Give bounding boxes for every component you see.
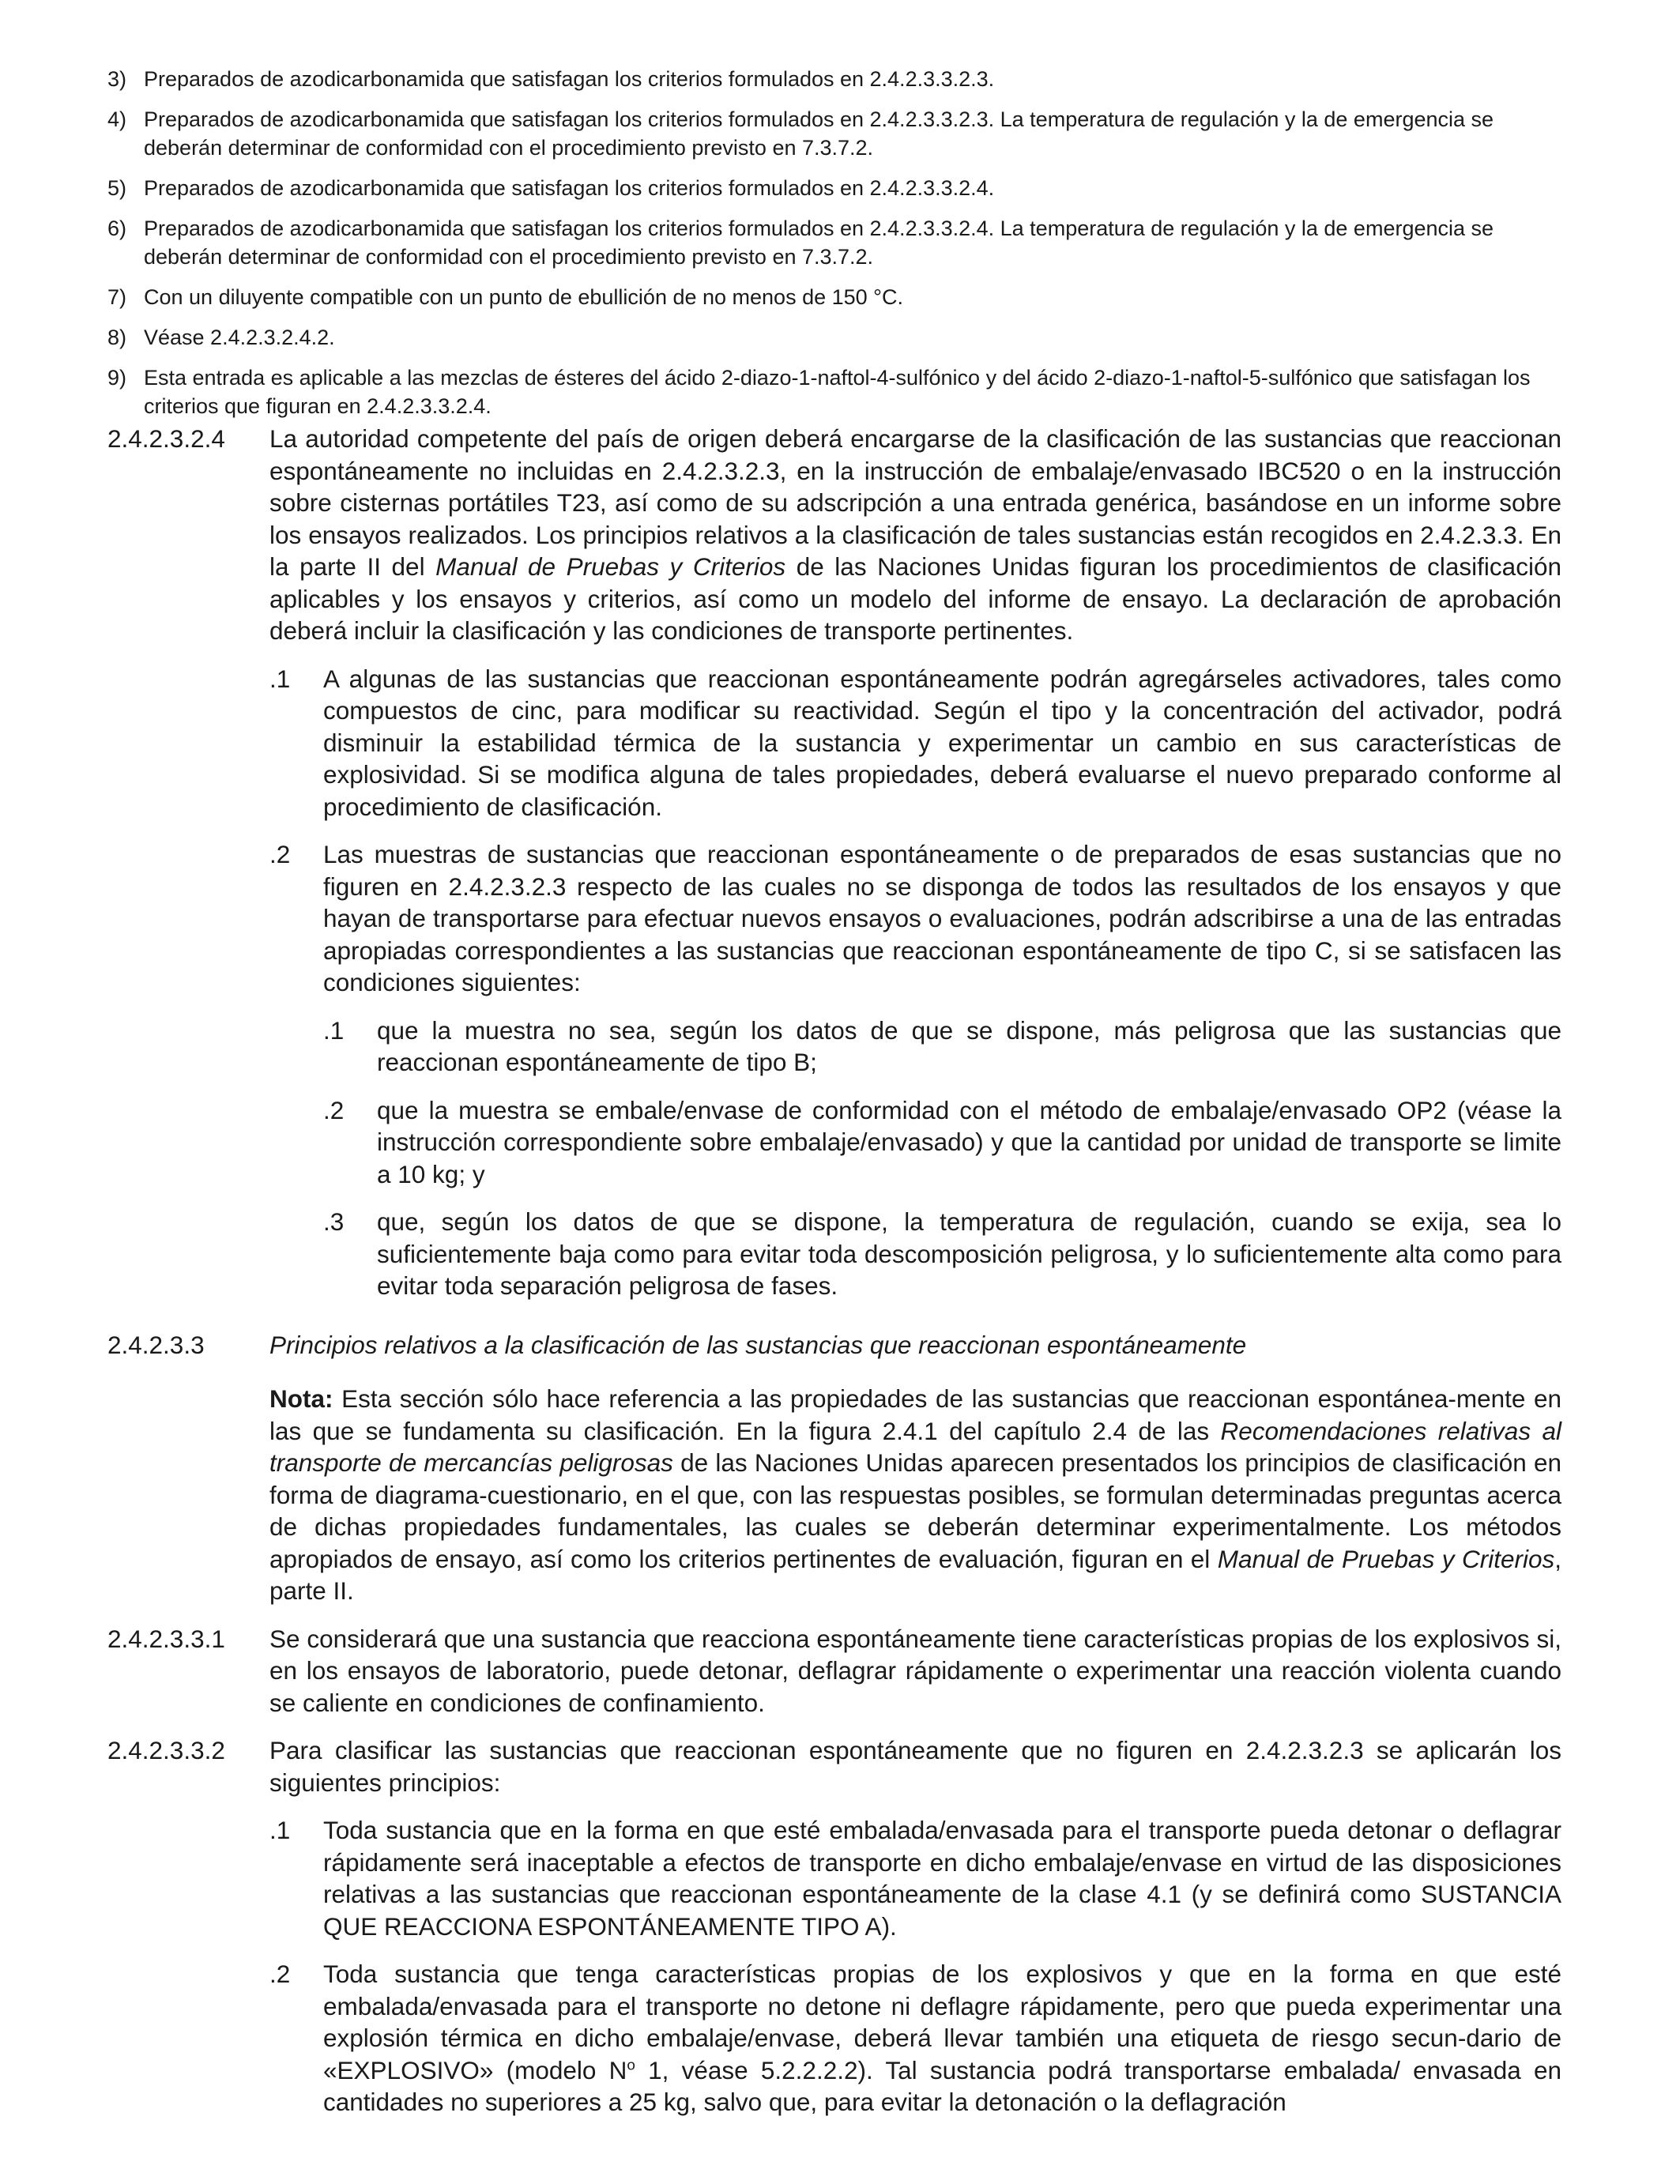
item-marker: .1 bbox=[269, 1816, 291, 1844]
list-item bbox=[269, 1814, 1561, 1942]
footnote bbox=[107, 363, 1546, 420]
footnote bbox=[107, 214, 1546, 271]
sub-list-item bbox=[323, 1094, 1561, 1191]
item-marker: .2 bbox=[269, 1960, 291, 1988]
section-paragraph: Se considerará que una sustancia que reacciona espontáneamente tiene características propias de los explosivos si, en los ensayos de laboratorio, puede detonar, deflagrar rápidamente o experimentar una reacción violenta cuando se caliente en condiciones de confinamiento. bbox=[269, 1624, 1561, 1717]
footnote-text: Véase 2.4.2.3.2.4.2. bbox=[144, 326, 335, 349]
section-paragraph: La autoridad competente del país de origen deberá encargarse de la clasificación de las sustancias que reaccionan espontáneamente no incluidas en 2.4.2.3.2.3, en la instrucción de embalaje/envasado IBC520 o en la instrucción sobre cisternas portátiles T23, así como de su adscripción a una entrada genérica, basándose en un informe sobre los ensayos realizados. Los principios relativos a la clasificación de tales sustancias están recogidos en 2.4.2.3.3. En la parte II del Manual de Pruebas y Criterios de las Naciones Unidas figuran los procedimientos de clasificación aplicables y los ensayos y criterios, así como un modelo del informe de ensayo. La declaración de aprobación deberá incluir la clasificación y las condiciones de transporte pertinentes. bbox=[269, 424, 1561, 645]
footnote-text: Preparados de azodicarbonamida que satisfagan los criterios formulados en 2.4.2.3.3.2.4. bbox=[144, 176, 995, 200]
section-2-4-2-3-2-4 bbox=[107, 423, 1561, 647]
note-label: Nota: bbox=[269, 1384, 333, 1413]
item-text: Toda sustancia que tenga características propias de los explosivos y que en la forma en que esté embalada/envasada para el transporte no detone ni deflagre rápidamente, pero que pueda experimentar una explosión térmica en dicho embalaje/envase, deberá llevar también una etiqueta de riesgo secun-dario de «EXPLOSIVO» (modelo $N^o$ 1, véase 5.2.2.2.2). Tal sustancia podrá transportarse embalada/ envasada en cantidades no superiores a 25 kg, salvo que, para evitar la detonación o la deflagración bbox=[323, 1960, 1561, 2116]
footnote-text: Con un diluyente compatible con un punto de ebullición de no menos de 150 °C. bbox=[144, 285, 903, 309]
footnote bbox=[107, 65, 1546, 93]
footnote-text: Esta entrada es aplicable a las mezclas de ésteres del ácido 2-diazo-1-naftol-4-sulfónico y del ácido 2-diazo-1-naftol-5-sulfónico que satisfagan los criterios que figuran en 2.4.2.3.3.2.4. bbox=[144, 366, 1531, 418]
section-paragraph: Para clasificar las sustancias que reaccionan espontáneamente que no figuren en 2.4.2.3.2.3 se aplicarán los siguientes principios: bbox=[269, 1736, 1561, 1797]
section-2-4-2-3-3-1 bbox=[107, 1623, 1561, 1719]
sub-list-item bbox=[323, 1015, 1561, 1079]
footnote-number: 4) bbox=[107, 107, 127, 131]
item-marker: .1 bbox=[269, 664, 291, 693]
item-text: que la muestra se embale/envase de conformidad con el método de embalaje/envasado OP2 (véase la instrucción correspondiente sobre embalaje/envasado) y que la cantidad por unidad de transporte se limite a 10 kg; y bbox=[377, 1095, 1561, 1188]
footnote-number: 6) bbox=[107, 217, 127, 240]
item-marker: .2 bbox=[269, 840, 291, 868]
footnote bbox=[107, 105, 1546, 162]
list-item bbox=[269, 838, 1561, 999]
section-number: 2.4.2.3.3.2 bbox=[107, 1736, 225, 1764]
footnote bbox=[107, 323, 1546, 352]
item-text: que la muestra no sea, según los datos de que se dispone, más peligrosa que las sustancias que reaccionan espontáneamente de tipo B; bbox=[377, 1015, 1561, 1076]
item-text: Las muestras de sustancias que reaccionan espontáneamente o de preparados de esas sustancias que no figuren en 2.4.2.3.2.3 respecto de las cuales no se disponga de todos las resultados de los ensayos y que hayan de transportarse para efectuar nuevos ensayos o evaluaciones, podrán adscribirse a una de las entradas apropiadas correspondientes a las sustancias que reaccionan espontáneamente de tipo C, si se satisfacen las condiciones siguientes: bbox=[323, 840, 1561, 996]
footnote-text: Preparados de azodicarbonamida que satisfagan los criterios formulados en 2.4.2.3.3.2.4. La temperatura de regulación y la de emergencia se deberán determinar de conformidad con el procedimiento previsto en 7.3.7.2. bbox=[144, 217, 1494, 269]
footnote bbox=[107, 283, 1546, 311]
item-marker: .1 bbox=[323, 1015, 345, 1045]
item-marker: .3 bbox=[323, 1207, 345, 1236]
footnote bbox=[107, 174, 1546, 202]
section-number: 2.4.2.3.3 bbox=[107, 1330, 205, 1359]
list-item bbox=[269, 663, 1561, 823]
section-number: 2.4.2.3.2.4 bbox=[107, 424, 225, 453]
document-body bbox=[107, 423, 1561, 2134]
footnote-number: 3) bbox=[107, 67, 127, 91]
manual-reference: Manual de Pruebas y Criterios bbox=[435, 552, 786, 581]
section-2-4-2-3-3-2 bbox=[107, 1734, 1561, 1798]
footnote-number: 9) bbox=[107, 366, 127, 390]
footnote-number: 7) bbox=[107, 285, 127, 309]
footnote-number: 8) bbox=[107, 326, 127, 349]
item-marker: .2 bbox=[323, 1095, 345, 1124]
section-2-4-2-3-3 bbox=[107, 1329, 1561, 1361]
footnotes bbox=[107, 65, 1546, 432]
item-text: A algunas de las sustancias que reaccionan espontáneamente podrán agregárseles activadores, tales como compuestos de cinc, para modificar su reactividad. Según el tipo y la concentración del activador, podrá disminuir la estabilidad térmica de la sustancia y experimentar un cambio en sus características de explosividad. Si se modifica alguna de tales propiedades, deberá evaluarse el nuevo preparado conforme al procedimiento de clasificación. bbox=[323, 664, 1561, 821]
sub-list-item bbox=[323, 1206, 1561, 1302]
section-heading: Principios relativos a la clasificación de las sustancias que reaccionan espontáneamente bbox=[269, 1330, 1247, 1359]
footnote-number: 5) bbox=[107, 176, 127, 200]
footnote-text: Preparados de azodicarbonamida que satisfagan los criterios formulados en 2.4.2.3.3.2.3. bbox=[144, 67, 995, 91]
item-text: que, según los datos de que se dispone, la temperatura de regulación, cuando se exija, sea lo suficientemente baja como para evitar toda descomposición peligrosa, y lo suficientemente alta como para evitar toda separación peligrosa de fases. bbox=[377, 1207, 1561, 1300]
note-paragraph: Nota: Esta sección sólo hace referencia a las propiedades de las sustancias que reaccionan espontánea-mente en las que se fundamenta su clasificación. En la figura 2.4.1 del capítulo 2.4 de las Recomendaciones relativas al transporte de mercancías peligrosas de las Naciones Unidas aparecen presentados los principios de clasificación en forma de diagrama-cuestionario, en el que, con las respuestas posibles, se formulan determinadas preguntas acerca de dichas propiedades fundamentales, las cuales se deberán determinar experimentalmente. Los métodos apropiados de ensayo, así como los criterios pertinentes de evaluación, figuran en el Manual de Pruebas y Criterios, parte II. bbox=[269, 1384, 1561, 1605]
list-item bbox=[269, 1958, 1561, 2118]
section-number: 2.4.2.3.3.1 bbox=[107, 1624, 225, 1653]
item-text: Toda sustancia que en la forma en que esté embalada/envasada para el transporte pueda detonar o deflagrar rápidamente será inaceptable a efectos de transporte en dicho embalaje/envase en virtud de las disposiciones relativas a las sustancias que reaccionan espontáneamente de la clase 4.1 (y se definirá como SUSTANCIA QUE REACCIONA ESPONTÁNEAMENTE TIPO A). bbox=[323, 1816, 1561, 1941]
footnote-text: Preparados de azodicarbonamida que satisfagan los criterios formulados en 2.4.2.3.3.2.3. La temperatura de regulación y la de emergencia se deberán determinar de conformidad con el procedimiento previsto en 7.3.7.2. bbox=[144, 107, 1494, 160]
